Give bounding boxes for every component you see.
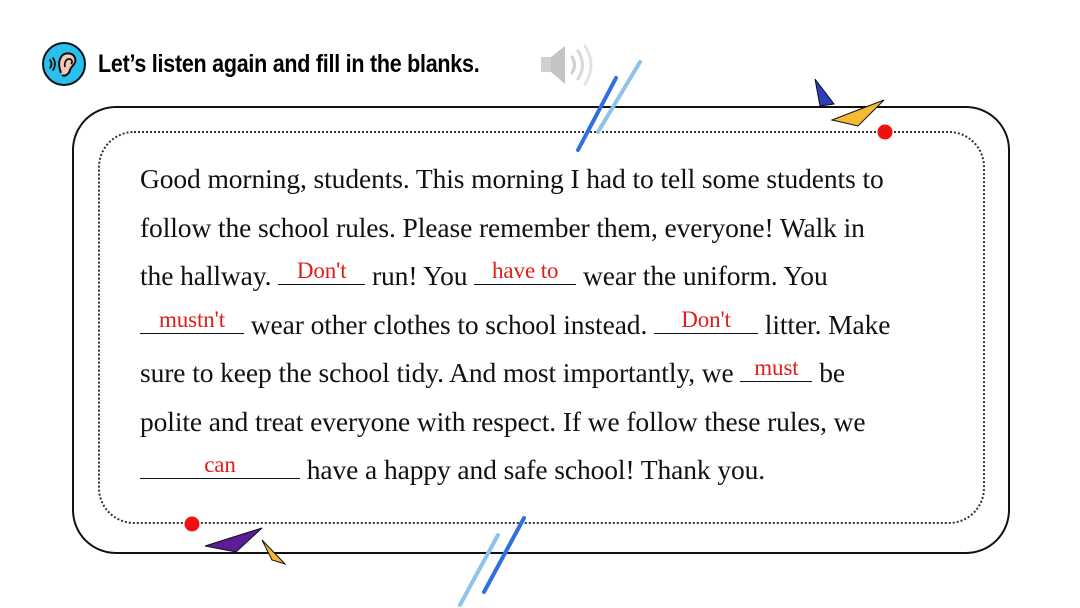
answer-blank-5[interactable] [740, 351, 812, 382]
answer-blank-2[interactable] [474, 254, 576, 285]
ear-icon [42, 42, 86, 86]
answer-text-6: can [204, 452, 236, 477]
passage-line-3: the hallway. Don't run! You have to wear the uniform. You [140, 252, 960, 301]
decor-triangle-navy [815, 79, 834, 106]
answer-text-4: Don't [681, 306, 731, 332]
answer-blank-6[interactable] [140, 448, 300, 479]
answer-text-3: mustn't [158, 306, 226, 332]
answer-text-5: must [754, 355, 799, 380]
answer-blank-3[interactable] [140, 303, 244, 334]
answer-text-1: Don't [296, 258, 347, 283]
passage-line-5: sure to keep the school tidy. And most importantly, we must be [140, 349, 960, 398]
header [42, 40, 542, 88]
header-title: Let’s listen again and fill in the blanks. [98, 49, 480, 78]
passage-text [140, 155, 960, 495]
answer-blank-4[interactable] [654, 303, 758, 334]
passage-line-1: Good morning, students. This morning I had to tell some students to [140, 163, 884, 194]
passage-line-4: mustn't wear other clothes to school instead. Don't litter. Make [140, 301, 960, 350]
answer-text-2: have to [492, 258, 559, 283]
answer-blank-1[interactable] [278, 254, 365, 285]
passage-line-6: polite and treat everyone with respect. If we follow these rules, we [140, 405, 866, 437]
speaker-icon[interactable] [538, 40, 594, 90]
passage-line-2: follow the school rules. Please remember them, everyone! Walk in [140, 211, 865, 243]
passage-line-7: can have a happy and safe school! Thank you. [140, 446, 960, 495]
